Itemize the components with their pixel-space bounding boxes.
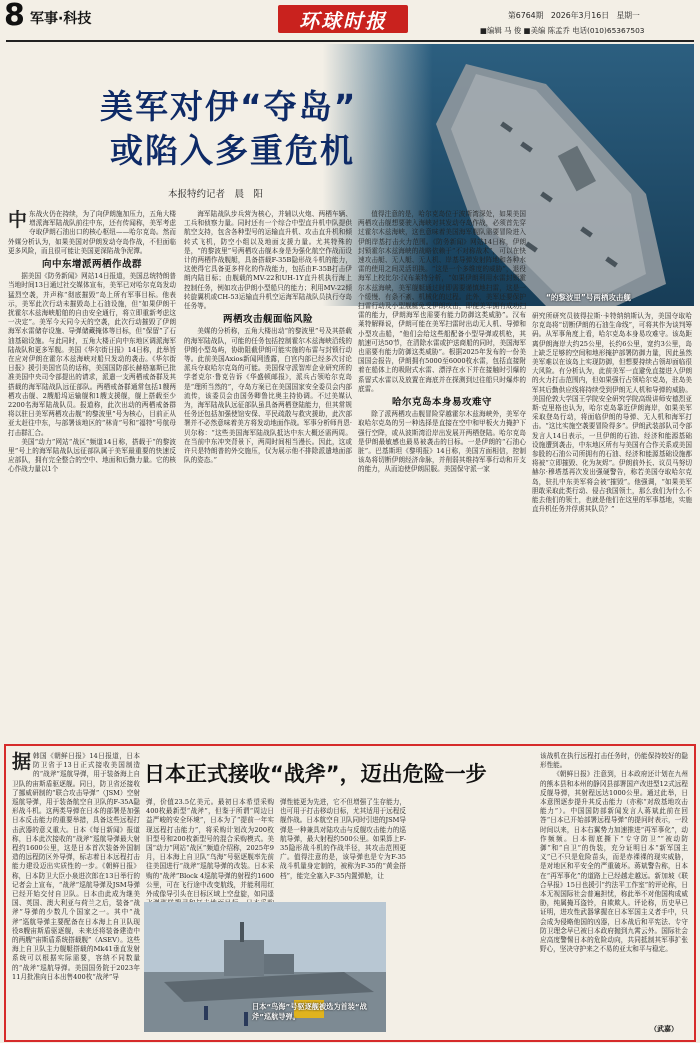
issue-number: 第6764期 xyxy=(508,11,544,20)
boxed-column-1 xyxy=(12,752,140,1034)
lead-col4-body: 研究所研究员彼得拉斯·卡特纳纳斯认为，美国夺取哈尔克岛将“切断伊朗的石油生命线”，可将其作为谈判筹码。从军事角度上看，哈尔克岛本身易攻难守。该岛距离伊朗海岸大约25公里，长约6公里，宽约3公里，岛上缺乏足够的空间和地形掩护部署防御力量，因此虽然美军难以在该岛上实现防御，但想要持续占领却面临很大风险。有分析认为，此前美军一直避免直接进入伊朗的火力打击范围内，但如果强行占领哈尔克岛，驻岛美军其后勤供应线将持续受到伊朗无人机和导弹的威胁。美国伦敦大学国王学院安全研究学院高级讲师安德烈亚斯·克里格也认为，哈尔克岛靠近伊朗海岸，如果美军采取登岛行动，将面临伊朗的导弹、无人机和海军打击。“这比实施空袭要冒险得多”。伊朗武装部队司令部发言人14日表示，一旦伊朗的石油、经济和能源基础设施遭到袭击，中东地区所有与美国有合作关系或美国参股的石油公司所拥有的石油、经济和能源基础设施都将被“立即摧毁、化为灰烬”。伊朗前外长、议员马努切赫尔·穆塔基再次发出强硬警告，称若美国夺取哈尔克岛，驻扎中东美军将会被“摧毁”。他强调，“如果美军胆敢采取此类行动、侵占我国领土，那么我们为什么不能去他们的领土，也就是他们在这里的军事基地，实施直升机任务并俘虏其队员？” xyxy=(532,312,692,514)
lead-intro: 东战火仍在持续，为了向伊朗施加压力，五角大楼增派海军陆战队前往中东，还有传闻称，美军考虑夺取伊朗石油出口的核心枢纽——哈尔克岛。然而外媒分析认为，如果美国对伊朗发动夺岛作战，不但面临更多风险，而且很可能让美国更深陷战争泥潭。 xyxy=(8,210,176,255)
lead-column-1 xyxy=(8,210,176,740)
section-title: 军事·科技 xyxy=(30,11,92,27)
boxed-col2-body: 弹，价值23.5亿美元。最初日本希望采购400枚最新型“战斧”，但鉴于所谓“周边日益严峻的安全环境”，日本为了“提前一年实现远程打击能力”，将采购计划改为200枚旧型号和200枚新型号的混合采购模式。美国“动力”网站“战区”频道介绍称，2025年9月，日本海上自卫队“鸟海”号驱逐舰率先前往美国进行“战斧”巡航导弹的改装。日本采购的“战斧”Block 4巡航导弹的射程约1600公里，可在飞行途中改变航线，并能利用红外成像导引头在目标区域上空盘旋，如同遥 xyxy=(146,798,274,899)
editor-info: ■编辑 马 俊 ■美编 陈孟乔 电话(010)65367503 xyxy=(480,26,645,35)
page-number: 8 xyxy=(4,0,25,33)
lead-column-2 xyxy=(184,210,352,740)
subheading-deploy: 向中东增派两栖作战群 xyxy=(41,259,142,271)
subheading-island: 哈尔克岛本身易攻难守 xyxy=(391,397,492,409)
issue-info xyxy=(508,10,640,21)
header-rule xyxy=(6,40,694,42)
drop-cap: 中 xyxy=(8,209,28,231)
boxed-col4-body: 《朝鲜日报》注意到，日本政府还计划在九州的熊本县和本州的静冈县部署国产改进型12式远程反舰导弹，其射程远达1000公里。通过此举，日本意图逐步提升其反击能力（亦称“对敌基地攻击能力”）。中国国防部新闻发言人蒋斌此前在回答“日本已开始部署远程导弹”的提问时表示，一段时间以来，日本右翼势力加速推进“再军事化”，动作频频。日本彻底撕下“专守防卫”“被动防御”和“自卫”的伪装，充分证明日本“新军国主义”已不只是危险苗头，而是赤裸裸的现实威胁，是对地区和平安全的严重破坏。蒋斌警告称，日本在“再军事化”的道路上已经越走越远。新加坡《联合早报》15日也援引“约法平工作室”的评论称，日本无视国际社会普遍担忧，称此举不对他国构成威胁，纯属掩耳盗铃，自欺欺人。评论称，历史早已证明，进攻性武器掌握在日本军国主义者手中，只会成为侵略他国的凶器，日本战后和平宪法、专守防卫理念早已被日本政府抛到九霄云外。国际社会应高度警惕日本的危险动向，共同抵制其军事扩张野心，坚决守护来之不易的亚太和平与稳定。 xyxy=(540,770,688,954)
lead-headline-line2: 或陷入多重危机 xyxy=(110,131,355,170)
boxed-column-2 xyxy=(146,798,274,899)
masthead-text: 环球时报 xyxy=(299,8,387,33)
boxed-drop-cap: 据 xyxy=(12,751,32,773)
lead-col1-body: 据美国《防务新闻》网站14日报道，美国总统特朗普当地时间13日通过社交媒体宣布，美军已对哈尔克岛发动猛烈空袭，并声称“彻底摧毁”岛上所有军事目标。他表示，美军此次行动未摧毁岛上石油设施，但“如果伊朗干扰霍尔木兹海峡船舶的自由安全通行，将立即重新考虑这一决定”。美军今天同今天的空袭，此次行动摧毁了伊朗海军水雷储存设施、导弹储藏掩体等目标，但“保留”了石油基础设施。与此同时，五角大楼正向中东地区调派海军陆战队和更多军舰。美国《华尔街日报》14日称，此举旨在应对伊朗在霍尔木兹海峡对船只发动的袭击。《华尔街日报》援引美国官员的话称，美国国防部长赫格塞斯已批准美国中央司令部提出的请求，派遣一支两栖戒备群及其搭载的海军陆战队远征部队。两栖戒备群通常包括1艘两栖攻击舰、2艘船坞运输舰和1艘支援舰，舰上搭载至少2200名海军陆战队员。报道称，此次出动的两栖戒备群将以驻日美军两栖攻击舰“的黎波里”号为核心，目前正从亚太赶往中东，与部署该地区的“林肯”号和“福特”号航母打击群汇合。 xyxy=(8,272,176,437)
boxed-col3-body: 弹性能更为先进，它不但增强了生存能力，也可用于打击移动目标，尤其适用于远程反舰作战。日本航空自卫队同时引进的JSM导弹是一种兼具对陆攻击与反舰攻击能力的巡航导弹，最大射程约500公里。如果算上F-35隐形战斗机的作战半径，其攻击范围更广。值得注意的是，该导弹也是专为F-35战斗机量身定制的，被称为F-35的“黄金搭档”，能完全塞入F-35内置弹舱，让 xyxy=(280,798,407,880)
lead-col3-body-a: 值得注意的是，哈尔克岛位于波斯湾深处，如果美国两栖攻击舰想要驶入海峡对其发动夺岛作战，必须首先穿过霍尔木兹海峡，这也意味着美国海军舰队需要冒险进入伊朗岸基打击火力范围。《防务新闻》网站14日称，伊朗封锁霍尔木兹海峡的战略依赖于“不对称战术”，可以在快速攻击艇、无人艇、无人机、岸基导弹发射阵地和各种水雷的使用之间灵活切换。“这是一个多维度的威胁”，退役海军上校比尔·汉布莱特分析，“如果伊朗利用水雷封锁霍尔木兹海峡，美军舰艇通过时即需要谨慎地扫雷，这是一个缓慢、有条不紊、机械化的过程。此外，美军还要保护扫雷行动及小型舰艇免受伊朗攻击，即便美军拥有成功扫雷的能力，伊朗海军也需要有能力防御这类威胁”。汉布莱特解释说，伊朗可能在美军扫雷时出动无人机、导弹和小型攻击船，“他们会给这些船配备小型导弹或机枪，其航速可达50节，在清除水雷或护送商船的同时，美国海军也需要有能力防御这类威胁”。根据2025年发布的一份美国国会报告，伊朗拥有5000至6000枚水雷，包括直接附着在船体上的吸附式水雷、漂浮在水下并在接触时引爆的系留式水雷以及放置在海底并在探测到过往船只时爆炸的底雷。 xyxy=(358,210,526,393)
boxed-col1-body: 韩国《朝鲜日报》14日报道，日本防卫省于13日正式接收美国制造的“战斧”巡航导弹，用于装备海上自卫队的宙斯盾驱逐舰。同日，防卫省还接收了挪威研制的“联合攻击导弹”（JSM）空射巡航导弹，用于装备航空自卫队的F-35A隐形战斗机。这两类导弹在日本的部署是加强日本反击能力的重要举措，具备这些远程打击武器的意义重大。日本《每日新闻》报道称，日本此次接收的“战斧”巡航导弹最大射程约1600公里，这是日本首次装备外国制造的远程防区外导弹，标志着日本远程打击能力建设迈出实质性的一步。《朝鲜日报》称，日本防卫大臣小泉进次郎在13日举行的记者会上宣布，“战斧”巡航导弹及JSM导弹已经开始交付自卫队。日本由此成为继美国、英国、澳大利亚与荷兰之后，装备“战斧”导弹的少数几个国家之一。其中“战斧”巡航导弹主要配备在日本海上自卫队现役8艘宙斯盾驱逐舰，未来还将装备建造中的两艘“宙斯盾系统搭载舰”（ASEV）。这些海上自卫队主力舰艇搭载的Mk41垂直发射系统可以根据实际需要，容纳不同数量的“战斧”巡航导弹。美国国务院于2023年11月批准向日本出售400枚“战斧”导 xyxy=(12,752,140,981)
issue-date: 2026年3月16日 xyxy=(550,11,609,20)
boxed-photo-caption: 日本“鸟海”号驱逐舰被选为首装“战斧”巡航导弹。 xyxy=(252,1002,367,1021)
boxed-column-4b xyxy=(410,900,534,1030)
boxed-col4-top: 该战机在执行远程打击任务时，仍能保持较好的隐形性能。 xyxy=(540,752,688,770)
lead-column-3 xyxy=(358,210,526,740)
boxed-author: （武嘉） xyxy=(650,1024,678,1033)
lead-byline: 本报特约记者 晨 阳 xyxy=(168,189,264,200)
subheading-risk: 两栖攻击舰面临风险 xyxy=(222,314,313,326)
issue-weekday: 星期一 xyxy=(616,11,640,20)
masthead xyxy=(278,5,408,33)
lead-col3-body-b: 除了派两栖攻击舰冒险穿越霍尔木兹海峡外，美军夺取哈尔克岛的另一种选择是直接在空中和甲板火力掩护下强行空降，或从波斯湾沿岸出发展开两栖登陆。哈尔克岛是伊朗最敏感也最易被袭击的目标。一是伊朗的“石油心脏”。巴基斯坦《黎明报》14日称，美国方面相信，控制该岛将切断伊朗经济命脉，并削弱其维持军事行动和开支的能力，从而迫使伊朗屈服。美国保守派一家 xyxy=(358,410,526,474)
lead-headline-line1: 美军对伊“夺岛” xyxy=(100,87,358,126)
boxed-headline: 日本正式接收“战斧”，迈出危险一步 xyxy=(144,762,487,786)
lead-col1-tail: 美国“动力”网站“战区”频道14日称，搭载于“的黎波里”号上的海军陆战队远征部队属于美军最重要的快速反应部队，拥有完全整合的空中、地面和后勤力量。它的核心作战力量以1个 xyxy=(8,437,176,474)
lead-col2-body-a: 海军陆战队步兵营为核心，并辅以火炮、两栖车辆、工兵和侦察力量。同时还有一个综合中型直升机中队提供航空支持，包含各种型号的运输直升机、攻击直升机和倾转式飞机，防空小组以及地面支援力量。尤其特殊的是，“的黎波里”号两栖攻击舰本身是为强化航空作战而设计的两栖作战舰艇，具备搭载F-35B隐形战斗机的能力，这使得它具备更多样化的作战能力，包括由F-35B打击伊朗内陆目标；由舰载的MV-22和UH-1Y直升机执行海上控制任务，例如攻击伊朗小型船只的能力；利用MV-22倾转旋翼机或CH-53运输直升机空运海军陆战队员执行夺岛任务等。 xyxy=(184,210,352,311)
boxed-column-4 xyxy=(540,752,688,1034)
boxed-photo xyxy=(144,902,386,1032)
lead-column-4 xyxy=(532,312,692,740)
lead-col2-body-b: 美媒的分析称，五角大楼出动“的黎波里”号及其搭载的海军陆战队，可能的任务包括控制霍尔木兹海峡沿线的伊朗小型岛屿，协助阻截伊朗可能实施的布雷与封锁行动等。此前美国Axios新闻网透露，白宫内部已经多次讨论派兵夺取哈尔克岛的可能。美国保守派智库企业研究所的学者克尔·鲁克告诉《华盛顿邮报》，派兵占领哈尔克岛是“理所当然的”，夺岛方案已在美国国家安全委员会内部流传，该委员会由国务卿鲁比奥主持协调。不过美媒认为，海军陆战队远征部队虽具备两栖登陆能力，但其常规任务还包括加强使馆安保、平民疏散与救灾援助，此次部署并不必然意味着美方将发动地面作战。军事分析师肖恩·贝尔称：“这些美国海军陆战队抵达中东大概还需两周。在当前中东冲突背景下，两周时间相当漫长。因此，这或许只是特朗普的外交施压，仅为展示他不排除派遣地面部队的姿态。” xyxy=(184,327,352,465)
lead-photo-caption: “的黎波里”号两栖攻击舰 xyxy=(546,293,631,302)
